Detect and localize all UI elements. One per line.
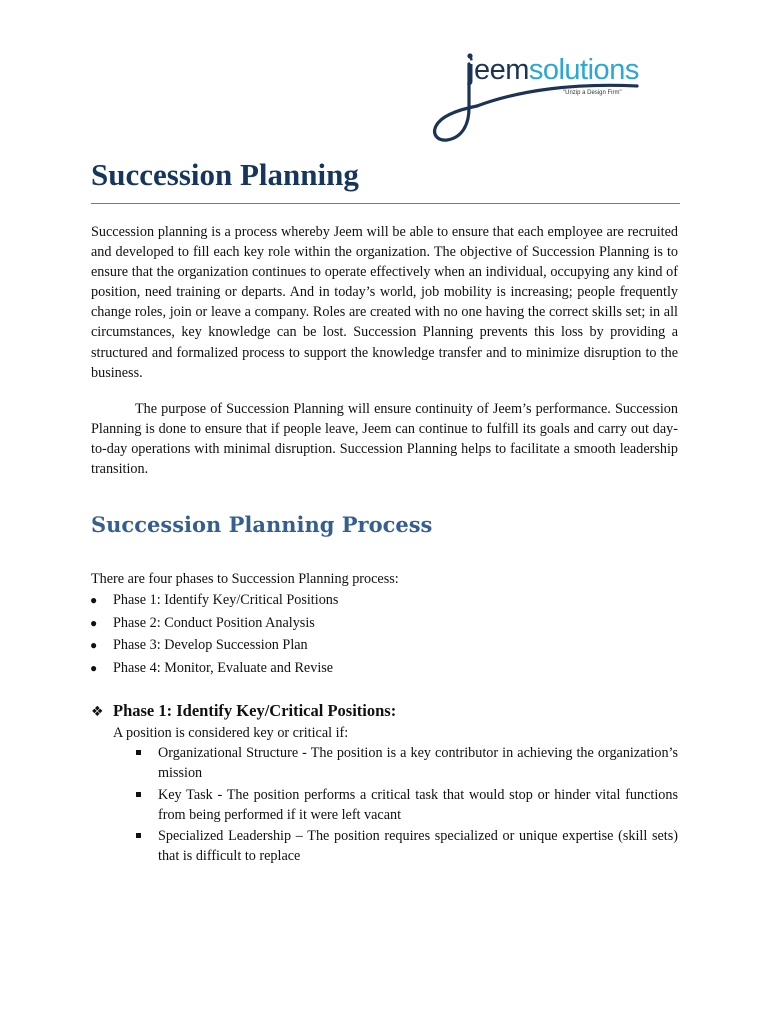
square-bullet-icon: [136, 833, 141, 838]
logo-wordmark: [468, 52, 639, 88]
intro-paragraph: Succession planning is a process whereby Jeem will be able to ensure that each employee are recruited and developed to fill each key role within the organization. The objective of Succession Planning is to ensure that the organization continues to operate effectively when an individual, occupying any kind of position, need training or departs. And in today’s world, job mobility is increasing; people frequently change roles, join or leave a company. Roles are created with no one having the correct skills set; in all circumstances, key knowledge can be lost. Succession Planning prevents this loss by providing a structured and formalized process to support the knowledge transfer and to minimize disruption to the business.: [91, 224, 678, 381]
phase1-intro: A position is considered key or critical if:: [113, 725, 349, 741]
company-logo: [425, 50, 685, 145]
list-item: Specialized Leadership – The position requires specialized or unique expertise (skill sets) that is difficult to replace: [136, 826, 678, 866]
title-divider: [91, 203, 680, 204]
logo-tagline: "Unzip a Design Firm": [563, 90, 622, 96]
diamond-bullet-icon: ❖: [91, 704, 104, 720]
process-heading: Succession Planning Process: [91, 512, 433, 537]
purpose-paragraph: The purpose of Succession Planning will ensure continuity of Jeem’s performance. Succession Planning is done to ensure that if people leave, Jeem can continue to fulfill its goals and carry out day-to-day operations with minimal disruption. Succession Planning helps to facilitate a smooth leadership transition.: [91, 401, 678, 478]
logo-name-light: solutions: [528, 54, 639, 86]
criteria-list: [136, 743, 678, 868]
document-title: Succession Planning: [91, 157, 359, 192]
square-bullet-icon: [136, 792, 141, 797]
list-item: Key Task - The position performs a critical task that would stop or hinder vital functions from being performed if it were left vacant: [136, 785, 678, 825]
phase1-heading: [91, 700, 396, 723]
bullet-icon: ●: [90, 615, 98, 630]
list-item: Organizational Structure - The position is a key contributor in achieving the organization’s mission: [136, 743, 678, 783]
bullet-icon: ●: [90, 660, 98, 675]
phase1-heading-text: Phase 1: Identify Key/Critical Positions:: [113, 701, 397, 720]
bullet-icon: ●: [90, 638, 98, 652]
logo-name-dark: jeem: [468, 54, 529, 86]
square-bullet-icon: [136, 750, 141, 755]
phases-intro: There are four phases to Succession Planning process:: [91, 571, 399, 587]
bullet-icon: ●: [90, 593, 98, 607]
